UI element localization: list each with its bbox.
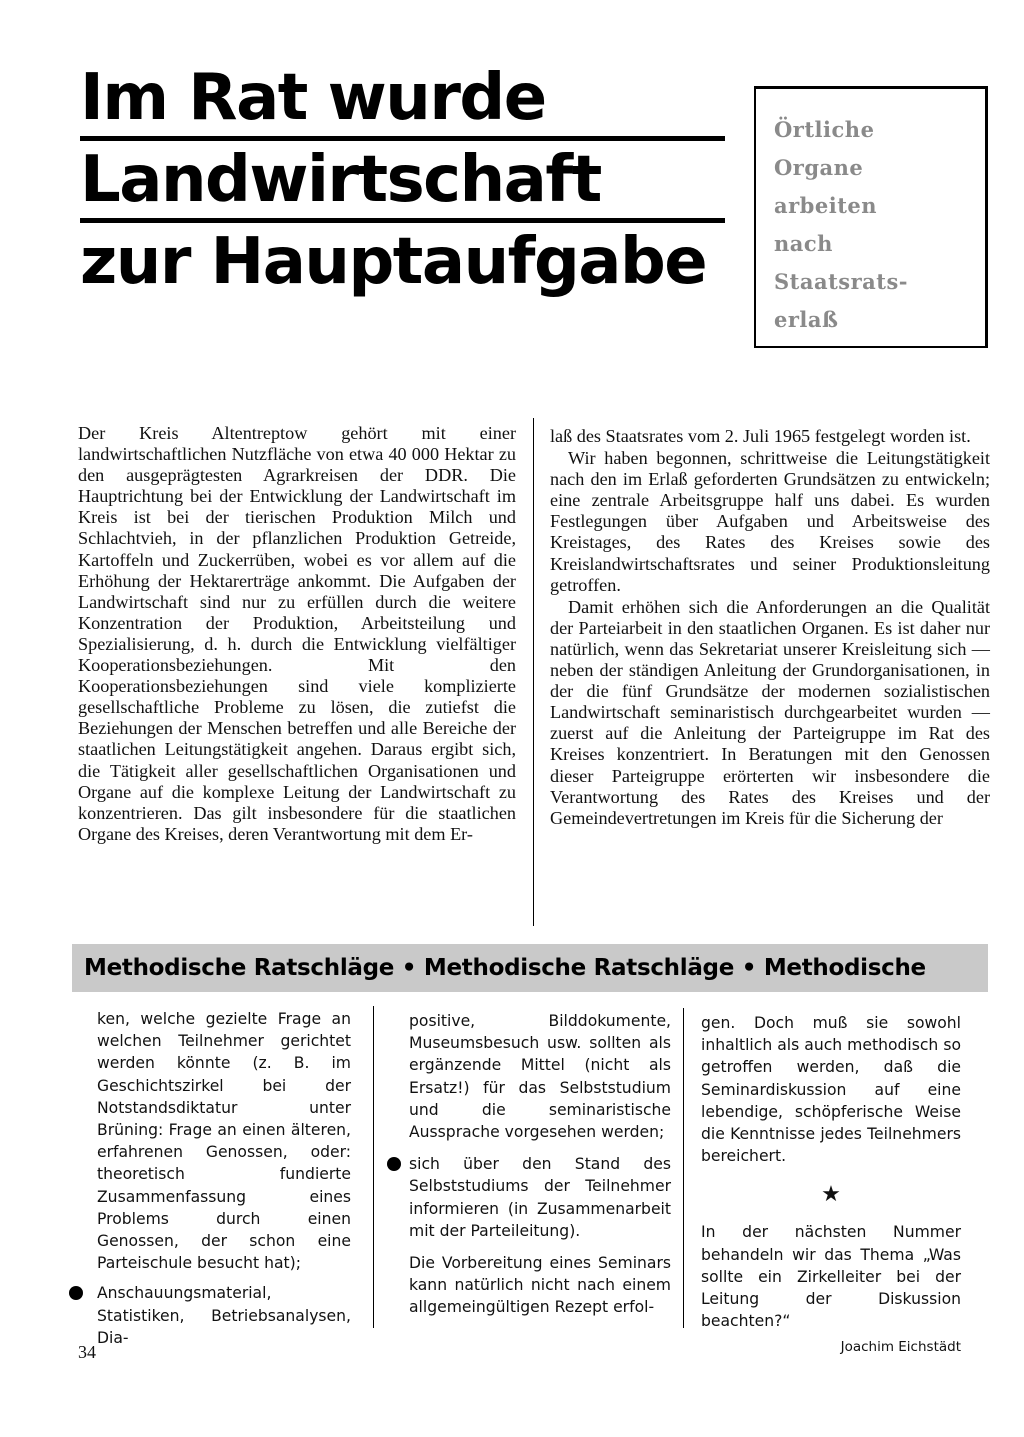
headline xyxy=(80,62,730,298)
article-paragraph: Der Kreis Altentreptow gehört mit einer landwirtschaftlichen Nutzfläche von etwa 40 000 Hektar zu den ausgeprägtesten Agrarkreisen der DDR. Die Hauptrichtung bei der Entwicklung der Landwirtschaft im Kreis ist bei der tierischen Produktion Milch und Schlachtvieh, in der pflanzlichen Produktion Getreide, Kartoffeln und Zuckerrüben, wobei es vor allem auf die Erhöhung der Hektarerträge ankommt. Die Aufgaben der Landwirtschaft sind nur zu erfüllen durch die weitere Konzentration der Produktion, Arbeitsteilung und Spezialisierung, d. h. durch die Entwicklung vielfältiger Kooperationsbeziehungen. Mit den Kooperationsbeziehungen sind viele komplizierte gesellschaftliche Probleme zu lösen, die zutiefst die Beziehungen der Menschen betreffen und alle Bereiche der staatlichen Leitungstätigkeit angehen. Daraus ergibt sich, die Tätigkeit aller gesellschaftlichen Organisationen und Organe auf die komplexe Leitung der Landwirtschaft zu konzentrieren. Das gilt insbesondere für die staatlichen Organe des Kreises, deren Verantwortung mit dem Er- xyxy=(78,423,516,844)
article-paragraph: Wir haben begonnen, schrittweise die Leitungstätigkeit nach den im Erlaß geforderten Grundsätzen zu entwickeln; eine zentrale Arbeitsgruppe half uns dabei. Es wurden Festlegungen über Aufgaben und Arbeitsweise des Kreistages, des Rates des Kreises sowie des Kreislandwirtschaftsrates und seiner Produktionsleitung getroffen. xyxy=(550,448,990,595)
section-banner xyxy=(72,944,988,992)
article-column-2 xyxy=(550,426,990,830)
star-icon: ★ xyxy=(821,1182,841,1208)
subtitle-line: Organe xyxy=(774,155,864,180)
bullet-text: sich über den Stand des Selbststudiums der Teilnehmer informieren (in Zusammenarbeit mit der Parteileitung). xyxy=(409,1155,671,1240)
advice-paragraph: positive, Bilddokumente, Museumsbesuch usw. sollten als ergänzende Mittel (nicht als Ersatz!) für das Selbststudium und die seminaristische Aussprache vorgesehen werden; xyxy=(409,1012,671,1142)
bullet-dot-icon xyxy=(69,1286,83,1300)
subtitle-line: nach xyxy=(774,231,833,256)
headline-rule-1 xyxy=(80,136,725,141)
bullet-dot-icon xyxy=(387,1157,401,1171)
headline-line-1: Im Rat wurde xyxy=(80,61,546,135)
author-name: Joachim Eichstädt xyxy=(840,1339,961,1356)
banner-text: Methodische Ratschläge • Methodische Ratschläge • Methodische xyxy=(84,955,926,981)
article-column-1 xyxy=(78,423,516,846)
advice-column-2 xyxy=(409,1010,671,1319)
advice-paragraph: ken, welche gezielte Frage an welchen Teilnehmer gerichtet werden könnte (z. B. im Geschichtszirkel bei der Notstandsdiktatur unter Brüning: Frage an einen älteren, erfahrenen Genossen, oder: theoretisch fundierte Zusammenfassung eines Problems durch einen Genossen, der schon eine Parteischule besucht hat); xyxy=(97,1010,351,1273)
column-divider xyxy=(373,1006,374,1328)
advice-paragraph: Die Vorbereitung eines Seminars kann natürlich nicht nach einem allgemeingültigen Rezept erfol- xyxy=(409,1254,671,1317)
headline-rule-2 xyxy=(80,218,725,223)
subtitle-line: Staatsrats- xyxy=(774,269,909,294)
subtitle-line: arbeiten xyxy=(774,193,878,218)
subtitle-box xyxy=(754,86,988,348)
column-divider xyxy=(683,1008,684,1328)
article-paragraph: laß des Staatsrates vom 2. Juli 1965 festgelegt worden ist. xyxy=(550,426,971,446)
headline-line-2: Landwirtschaft xyxy=(80,143,601,217)
subtitle-line: erlaß xyxy=(774,307,839,332)
bullet-item xyxy=(409,1153,671,1242)
headline-line-3: zur Hauptaufgabe xyxy=(80,225,707,299)
page-number: 34 xyxy=(78,1342,96,1362)
bullet-item xyxy=(97,1282,351,1349)
bullet-text: Anschauungsmaterial, Statistiken, Betriebsanalysen, Dia- xyxy=(97,1284,351,1347)
advice-column-1 xyxy=(97,1008,351,1349)
advice-paragraph: gen. Doch muß sie sowohl inhaltlich als auch methodisch so getroffen werden, daß die Seminardiskussion auf eine lebendige, schöpferische Weise die Kenntnisse jedes Teilnehmers bereichert. xyxy=(701,1014,961,1166)
advice-column-3 xyxy=(701,1012,961,1358)
column-divider xyxy=(533,418,534,926)
subtitle-line: Örtliche xyxy=(774,117,875,142)
advice-paragraph: In der nächsten Nummer behandeln wir das Thema „Was sollte ein Zirkelleiter bei der Leitung der Diskussion beachten?“ xyxy=(701,1223,961,1331)
article-paragraph: Damit erhöhen sich die Anforderungen an die Qualität der Parteiarbeit in den staatlichen Organen. Es ist daher nur natürlich, wenn das Sekretariat unserer Kreisleitung sich — neben der ständigen Anleitung der Grundorganisationen, in der die fünf Grundsätze der modernen sozialistischen Landwirtschaft seminaristisch durchgearbeitet wurden — zuerst auf die Anleitung der Parteigruppe im Rat des Kreises konzentriert. In Beratungen mit den Genossen dieser Parteigruppe erörterten wir insbesondere die Verantwortung des Rates des Kreises und der Gemeindevertretungen im Kreis für die Sicherung der xyxy=(550,596,990,828)
